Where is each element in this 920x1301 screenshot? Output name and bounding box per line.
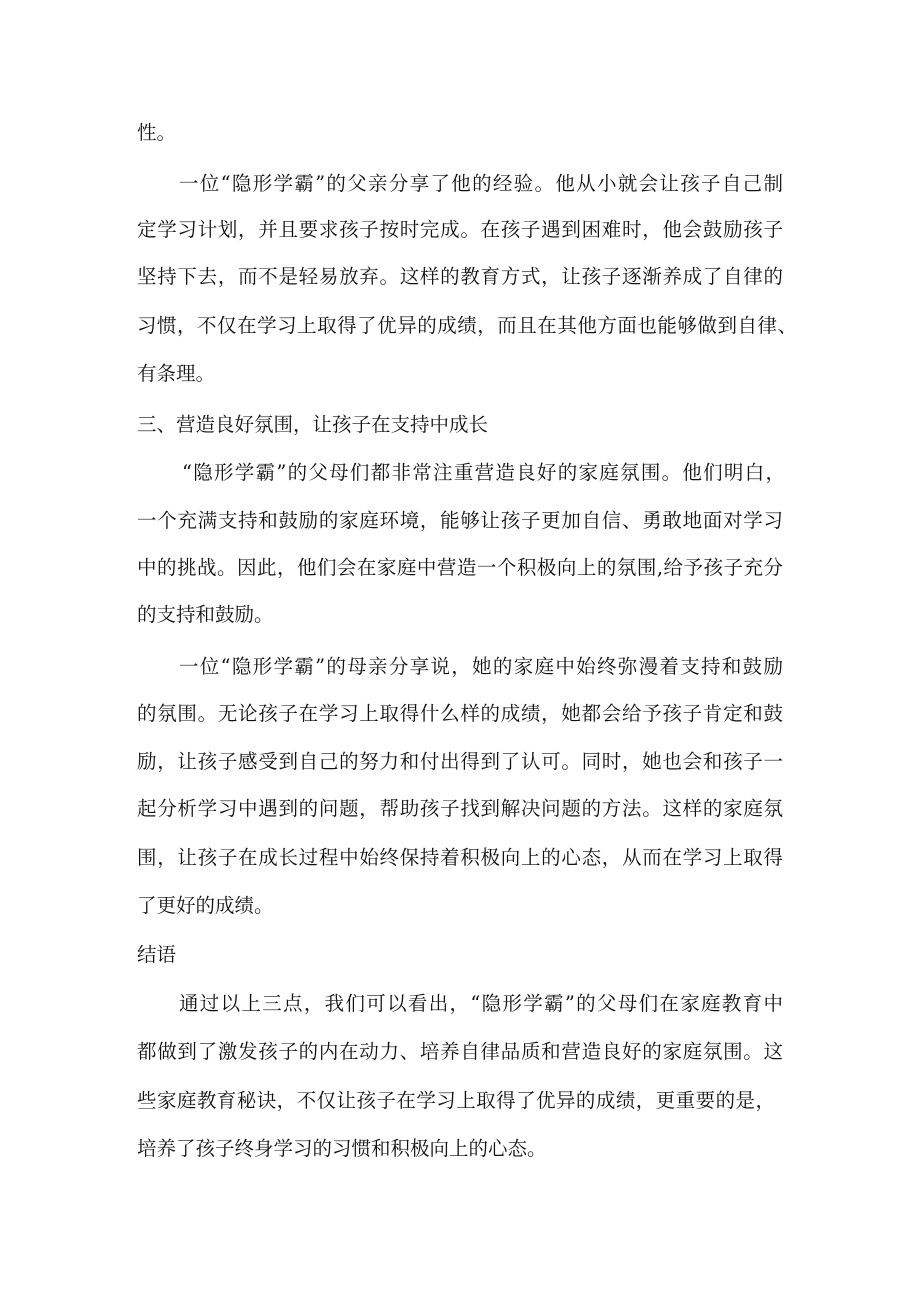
text-line: 起分析学习中遇到的问题，帮助孩子找到解决问题的方法。这样的家庭氛 [137, 797, 783, 820]
text-line: 定学习计划，并且要求孩子按时完成。在孩子遇到困难时，他会鼓励孩子 [137, 218, 783, 241]
text-line: 一位“隐形学霸”的母亲分享说，她的家庭中始终弥漫着支持和鼓励 [179, 655, 783, 678]
text-line: 坚持下去，而不是轻易放弃。这样的教育方式，让孩子逐渐养成了自律的 [137, 265, 783, 288]
text-line: 的支持和鼓励。 [137, 603, 274, 626]
text-line: 性。 [137, 121, 177, 144]
text-line: 了更好的成绩。 [137, 894, 274, 917]
text-line: 有条理。 [137, 362, 216, 385]
text-line: 些家庭教育秘诀，不仅让孩子在学习上取得了优异的成绩，更重要的是， [137, 1089, 775, 1112]
text-line: “隐形学霸”的父母们都非常注重营造良好的家庭氛围。他们明白， [182, 461, 785, 484]
text-line: 一位“隐形学霸”的父亲分享了他的经验。他从小就会让孩子自己制 [179, 172, 783, 195]
text-line: 习惯，不仅在学习上取得了优异的成绩，而且在其他方面也能够做到自律、 [137, 314, 797, 337]
text-line: 的氛围。无论孩子在学习上取得什么样的成绩，她都会给予孩子肯定和鼓 [137, 702, 783, 725]
section-heading: 结语 [137, 943, 177, 966]
text-line: 励，让孩子感受到自己的努力和付出得到了认可。同时，她也会和孩子一 [137, 750, 783, 773]
text-line: 培养了孩子终身学习的习惯和积极向上的心态。 [137, 1137, 547, 1160]
text-line: 都做到了激发孩子的内在动力、培养自律品质和营造良好的家庭氛围。这 [137, 1040, 783, 1063]
text-line: 一个充满支持和鼓励的家庭环境，能够让孩子更加自信、勇敢地面对学习 [137, 509, 783, 532]
text-line: 中的挑战。因此，他们会在家庭中营造一个积极向上的氛围,给予孩子充分 [137, 556, 783, 579]
section-heading: 三、营造良好氛围，让孩子在支持中成长 [137, 413, 489, 436]
text-line: 通过以上三点，我们可以看出，“隐形学霸”的父母们在家庭教育中 [179, 992, 783, 1015]
text-line: 围，让孩子在成长过程中始终保持着积极向上的心态，从而在学习上取得 [137, 846, 783, 869]
